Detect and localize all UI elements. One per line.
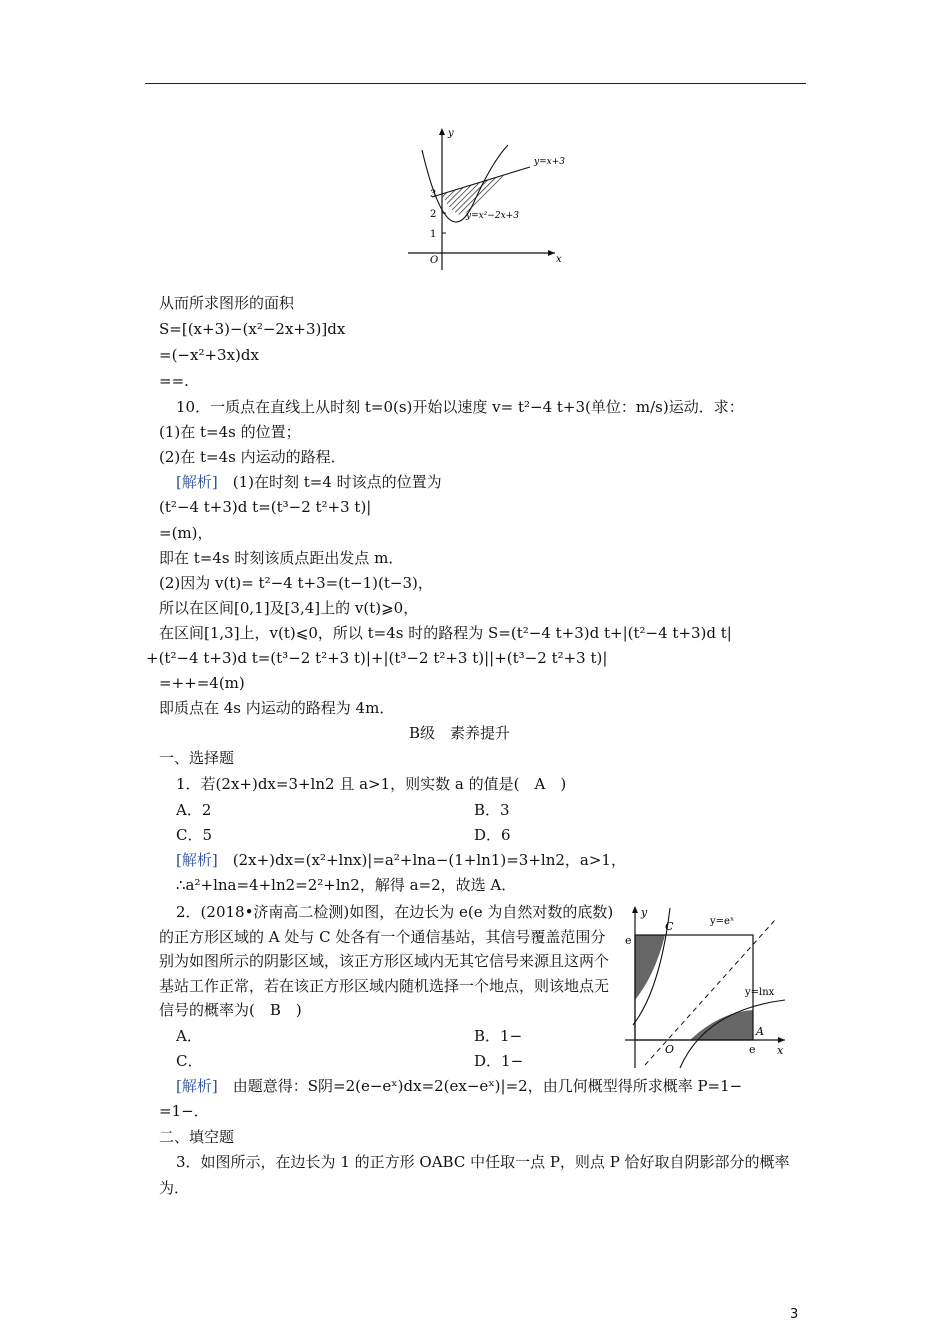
analysis-10-value: =(m)， [159,524,213,542]
analysis-10-part-2: (2)因为 v(t)= t²−4 t+3=(t−1)(t−3)， [159,574,433,592]
parabola-label: y=x²−2x+3 [466,211,519,221]
page-number: 3 [790,1307,799,1322]
analysis-10-line-1 [176,472,442,492]
analysis-tag: [解析] [176,851,218,869]
option-2d: D．1− [474,1052,524,1070]
tick-label-1: 1 [430,229,437,240]
analysis-tag: [解析] [176,1077,218,1095]
section-fill-heading: 二、填空题 [159,1128,235,1146]
figure-parabola-line [400,120,580,285]
question-10-part-1: (1)在 t=4s 的位置； [159,423,301,441]
analysis-10-negative: 在区间[1,3]上，v(t)⩽0，所以 t=4s 时的路程为 S=(t²−4 t+3)d t+|(t²−4 t+3)d t| [159,624,732,642]
analysis-10-sum: =++=4(m) [159,674,245,692]
shaded-region-a [690,1010,753,1040]
exp-label: y=eˣ [710,916,735,927]
analysis-1-line-1 [176,850,626,870]
x-axis-arrow [778,1037,785,1043]
analysis-2-line-2: =1−． [159,1102,209,1120]
tick-label-3: 3 [430,189,437,200]
question-1: 1．若(2x+)dx=3+ln2 且 a>1，则实数 a 的值是( A ) [176,775,567,793]
tick-e-y-label: e [625,934,632,947]
s-simplified: =(−x²+3x)dx [159,346,259,364]
question-10-part-2: (2)在 t=4s 内运动的路程． [159,448,346,466]
y-axis-arrow [439,128,445,135]
option-1d: D．6 [474,826,511,844]
area-text: 从而所求图形的面积 [159,294,295,312]
y-axis-label: y [641,906,648,919]
option-1b: B．3 [474,801,510,819]
level-b-heading: B级 素养提升 [409,724,511,742]
s-result: ==. [159,372,189,390]
option-2a: A． [176,1027,202,1045]
option-2c: C． [176,1052,203,1070]
s-integral: S=[(x+3)−(x²−2x+3)]dx [159,320,346,338]
analysis-10-integral: (t²−4 t+3)d t=(t³−2 t²+3 t)| [159,498,372,516]
line-label: y=x+3 [534,157,565,167]
tick-e-x-label: e [749,1043,756,1056]
point-c-label: C [665,920,674,933]
analysis-1-part-1: (2x+)dx=(x²+lnx)|=a²+lna−(1+ln1)=3+ln2，a>1， [232,851,626,869]
question-3-end: 为． [159,1179,190,1197]
analysis-10-part-1: (1)在时刻 t=4 时该点的位置为 [232,473,442,491]
question-10: 10．一质点在直线上从时刻 t=0(s)开始以速度 v= t²−4 t+3(单位：m/s)运动．求： [176,398,744,416]
analysis-2-line-1 [176,1076,742,1096]
option-1a: A．2 [176,801,212,819]
origin-label: O [430,255,439,266]
origin-label: O [665,1043,675,1056]
analysis-1-line-2: ∴a²+lna=4+ln2=2²+ln2，解得 a=2，故选 A． [176,876,517,894]
tick-label-2: 2 [430,209,437,220]
figure-square-exp-ln [625,900,800,1070]
header-rule [145,83,806,84]
x-axis-label: x [777,1044,784,1057]
question-2: 2．(2018•济南高二检测)如图，在边长为 e(e 为自然对数的底数)的正方形区域的 A 处与 C 处各有一个通信基站，其信号覆盖范围分别为如图所示的阴影区域，该正方形区域内无其它信号来源且这两个基站工作正常，若在该正方形区域内随机选择一个地点，则该地点无信号的概率为( B ) [159,903,614,1019]
section-choice-heading: 一、选择题 [159,749,235,767]
option-2b: B．1− [474,1027,523,1045]
x-axis-arrow [548,250,555,256]
y-axis-label: y [448,128,454,139]
analysis-10-end: 即质点在 4s 内运动的路程为 4m． [159,699,395,717]
analysis-10-continued: +(t²−4 t+3)d t=(t³−2 t²+3 t)|+|(t³−2 t²+3 t)||+(t³−2 t²+3 t)| [146,649,608,667]
analysis-2-part-1: 由题意得：S阴=2(e−eˣ)dx=2(ex−eˣ)|=2，由几何概型得所求概率 P=1− [232,1077,743,1095]
point-a-label: A [756,1025,764,1038]
question-3: 3．如图所示，在边长为 1 的正方形 OABC 中任取一点 P，则点 P 恰好取自阴影部分的概率 [176,1153,790,1171]
option-1c: C．5 [176,826,213,844]
analysis-10-position: 即在 t=4s 时刻该质点距出发点 m． [159,549,404,567]
x-axis-label: x [556,254,562,265]
analysis-10-sign: 所以在区间[0,1]及[3,4]上的 v(t)⩾0， [159,599,419,617]
y-axis-arrow [632,906,638,913]
shaded-region [442,175,504,215]
analysis-tag: [解析] [176,473,218,491]
ln-label: y=lnx [745,987,775,998]
shaded-region-c [635,935,665,1000]
